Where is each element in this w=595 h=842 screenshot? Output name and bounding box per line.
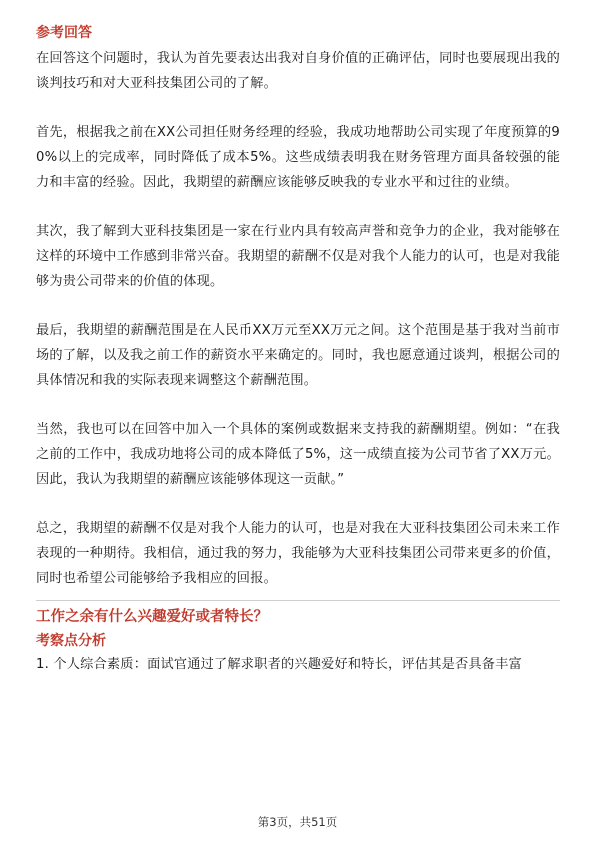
answer-paragraph-first: 首先，根据我之前在XX公司担任财务经理的经验，我成功地帮助公司实现了年度预算的90%以上的完成率，同时降低了成本5%。这些成绩表明我在财务管理方面具备较强的能力和丰富的经验。因此，我期望的薪酬应该能够反映我的专业水平和过往的业绩。	[36, 125, 560, 190]
answer-paragraph-last: 最后，我期望的薪酬范围是在人民币XX万元至XX万元之间。这个范围是基于我对当前市场的了解，以及我之前工作的薪资水平来确定的。同时，我也愿意通过谈判，根据公司的具体情况和我的实际表现来调整这个薪酬范围。	[36, 323, 560, 388]
analysis-subheading: 考察点分析	[36, 633, 106, 649]
page-content	[36, 22, 560, 677]
section-divider	[36, 600, 560, 601]
analysis-point-1: 1. 个人综合素质：面试官通过了解求职者的兴趣爱好和特长，评估其是否具备丰富	[36, 657, 522, 672]
answer-paragraph-intro: 在回答这个问题时，我认为首先要表达出我对自身价值的正确评估，同时也要展现出我的谈判技巧和对大亚科技集团公司的了解。	[36, 51, 560, 91]
page-number-footer: 第3页，共51页	[257, 815, 338, 829]
answer-paragraph-second: 其次，我了解到大亚科技集团是一家在行业内具有较高声誉和竞争力的企业，我对能够在这样的环境中工作感到非常兴奋。我期望的薪酬不仅是对我个人能力的认可，也是对我能够为贵公司带来的价值的体现。	[36, 224, 560, 289]
reference-answer-heading: 参考回答	[36, 25, 92, 41]
answer-paragraph-example: 当然，我也可以在回答中加入一个具体的案例或数据来支持我的薪酬期望。例如：“在我之前的工作中，我成功地将公司的成本降低了5%，这一成绩直接为公司节省了XX万元。因此，我认为我期望的薪酬应该能够体现这一贡献。”	[36, 422, 560, 487]
answer-paragraph-summary: 总之，我期望的薪酬不仅是对我个人能力的认可，也是对我在大亚科技集团公司未来工作表现的一种期待。我相信，通过我的努力，我能够为大亚科技集团公司带来更多的价值，同时也希望公司能够给予我相应的回报。	[36, 521, 560, 586]
question-heading: 工作之余有什么兴趣爱好或者特长？	[36, 609, 268, 625]
